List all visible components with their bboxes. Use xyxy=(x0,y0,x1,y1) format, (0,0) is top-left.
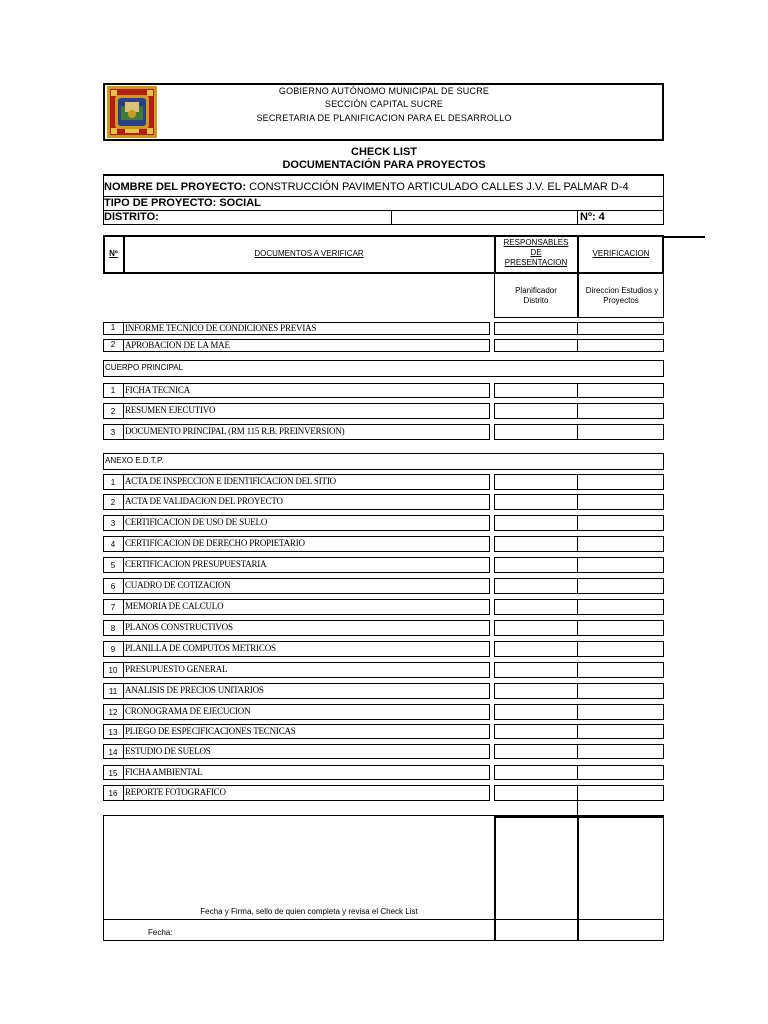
annex-row-1-ver-cell[interactable] xyxy=(577,474,664,490)
annex-row-4-num: 4 xyxy=(110,540,116,549)
annex-row-10-ver-cell[interactable] xyxy=(577,662,664,678)
annex-row-14-ver-cell[interactable] xyxy=(577,744,664,759)
main-row-2-num: 2 xyxy=(110,407,116,416)
annex-row-5-num: 5 xyxy=(110,561,116,570)
annex-row-12-label: CRONOGRAMA DE EJECUCION xyxy=(125,706,251,716)
annex-section-title: ANEXO E.D.T.P. xyxy=(105,456,164,465)
col-responsables-header-3: PRESENTACION xyxy=(504,258,568,267)
main-row-1-label: FICHA TECNICA xyxy=(125,385,190,395)
prev-row-2-label: APROBACION DE LA MAE xyxy=(125,340,230,350)
annex-row-11-resp-cell[interactable] xyxy=(494,683,578,699)
prev-row-2-resp-cell[interactable] xyxy=(494,339,578,352)
annex-row-1-label: ACTA DE INSPECCION E IDENTIFICACION DEL SITIO xyxy=(125,476,336,486)
main-row-1-resp-cell[interactable] xyxy=(494,383,578,398)
annex-row-2-label: ACTA DE VALIDACION DEL PROYECTO xyxy=(125,496,283,506)
project-number: Nº: 4 xyxy=(580,211,605,223)
main-section-header xyxy=(103,360,664,377)
col-documents-header: DOCUMENTOS A VERIFICAR xyxy=(254,249,364,258)
sub-verification-1: Direccion Estudios y xyxy=(585,286,659,295)
main-row-3-ver-cell[interactable] xyxy=(577,424,664,440)
main-row-3-num: 3 xyxy=(110,428,116,437)
project-name-label: NOMBRE DEL PROYECTO: xyxy=(104,181,246,193)
annex-row-9-label: PLANILLA DE COMPUTOS METRICOS xyxy=(125,643,276,653)
annex-row-10-resp-cell[interactable] xyxy=(494,662,578,678)
annex-row-11-num: 11 xyxy=(108,687,118,696)
project-top-rule xyxy=(103,174,664,176)
prev-row-2-ver-cell[interactable] xyxy=(577,339,664,352)
annex-row-8-num: 8 xyxy=(110,624,116,633)
annex-row-5-resp-cell[interactable] xyxy=(494,557,578,573)
sub-responsable-1: Planificador xyxy=(515,286,557,295)
sub-verification-2: Proyectos xyxy=(603,296,639,305)
annex-row-11-label: ANALISIS DE PRECIOS UNITARIOS xyxy=(125,685,264,695)
annex-row-11-ver-cell[interactable] xyxy=(577,683,664,699)
col-responsables-header-2: DE xyxy=(530,248,542,257)
project-type-row xyxy=(104,198,261,209)
annex-row-2-resp-cell[interactable] xyxy=(494,494,578,510)
annex-row-15-resp-cell[interactable] xyxy=(494,765,578,780)
header-line-1: GOBIERNO AUTÓNOMO MUNICIPAL DE SUCRE xyxy=(278,86,490,96)
annex-row-13-resp-cell[interactable] xyxy=(494,724,578,739)
annex-row-10-num: 10 xyxy=(108,666,118,675)
annex-row-14-num: 14 xyxy=(108,748,118,757)
main-row-3-label: DOCUMENTO PRINCIPAL (RM 115 R.B. PREINVERSION) xyxy=(125,426,345,436)
annex-row-6-num: 6 xyxy=(110,582,116,591)
annex-row-9-num: 9 xyxy=(110,645,116,654)
signature-box[interactable] xyxy=(103,815,664,941)
annex-row-16-resp-cell[interactable] xyxy=(494,785,578,801)
annex-row-9-resp-cell[interactable] xyxy=(494,641,578,657)
col-verification-header: VERIFICACION xyxy=(592,249,650,258)
prev-row-1-resp-cell[interactable] xyxy=(494,322,578,335)
annex-row-6-resp-cell[interactable] xyxy=(494,578,578,594)
col-num-header: Nº xyxy=(109,249,118,258)
annex-row-7-num: 7 xyxy=(110,603,116,612)
annex-row-5-label: CERTIFICACION PRESUPUESTARIA xyxy=(125,559,267,569)
checklist-title: CHECK LIST xyxy=(351,146,417,158)
annex-row-1-num: 1 xyxy=(110,478,116,487)
annex-row-13-num: 13 xyxy=(108,728,118,737)
annex-row-16-num: 16 xyxy=(108,789,118,798)
annex-row-4-label: CERTIFICACION DE DERECHO PROPIETARIO xyxy=(125,538,305,548)
annex-row-16-label: REPORTE FOTOGRAFICO xyxy=(125,787,226,797)
annex-row-5-ver-cell[interactable] xyxy=(577,557,664,573)
annex-row-15-ver-cell[interactable] xyxy=(577,765,664,780)
annex-row-12-ver-cell[interactable] xyxy=(577,704,664,720)
main-row-1-num: 1 xyxy=(110,386,116,395)
annex-row-9-ver-cell[interactable] xyxy=(577,641,664,657)
main-row-2-ver-cell[interactable] xyxy=(577,403,664,419)
annex-row-7-resp-cell[interactable] xyxy=(494,599,578,615)
col-responsables-header-1: RESPONSABLES xyxy=(503,238,569,247)
annex-row-14-resp-cell[interactable] xyxy=(494,744,578,759)
prev-row-2-num: 2 xyxy=(110,340,116,349)
project-name-value: CONSTRUCCIÓN PAVIMENTO ARTICULADO CALLES J.V. EL PALMAR D-4 xyxy=(249,181,629,193)
annex-row-6-label: CUADRO DE COTIZACION xyxy=(125,580,231,590)
header-line-2: SECCIÓN CAPITAL SUCRE xyxy=(324,99,444,109)
annex-row-1-resp-cell[interactable] xyxy=(494,474,578,490)
annex-row-14-label: ESTUDIO DE SUELOS xyxy=(125,746,211,756)
annex-row-3-label: CERTIFICACION DE USO DE SUELO xyxy=(125,517,268,527)
district-label: DISTRITO: xyxy=(104,211,159,223)
prev-row-1-label: INFORME TECNICO DE CONDICIONES PREVIAS xyxy=(125,323,317,333)
annex-row-4-ver-cell[interactable] xyxy=(577,536,664,552)
annex-row-8-resp-cell[interactable] xyxy=(494,620,578,636)
main-row-2-label: RESUMEN EJECUTIVO xyxy=(125,405,216,415)
annex-row-13-ver-cell[interactable] xyxy=(577,724,664,739)
prev-row-1-num: 1 xyxy=(110,323,116,332)
municipal-coat-of-arms-icon xyxy=(107,86,157,138)
annex-row-3-ver-cell[interactable] xyxy=(577,515,664,531)
annex-section-header xyxy=(103,453,664,470)
main-row-1-ver-cell[interactable] xyxy=(577,383,664,398)
annex-row-15-num: 15 xyxy=(108,769,118,778)
annex-row-7-ver-cell[interactable] xyxy=(577,599,664,615)
annex-row-8-ver-cell[interactable] xyxy=(577,620,664,636)
signature-label: Fecha y Firma, sello de quien completa y revisa el Check List xyxy=(200,907,418,916)
annex-row-2-ver-cell[interactable] xyxy=(577,494,664,510)
project-type-value: SOCIAL xyxy=(219,197,261,209)
project-type-label: TIPO DE PROYECTO: xyxy=(104,197,217,209)
annex-row-16-ver-cell[interactable] xyxy=(577,785,664,801)
annex-row-6-ver-cell[interactable] xyxy=(577,578,664,594)
annex-row-12-num: 12 xyxy=(108,708,118,717)
date-label: Fecha: xyxy=(148,928,173,937)
annex-row-10-label: PRESUPUESTO GENERAL xyxy=(125,664,228,674)
main-row-2-resp-cell[interactable] xyxy=(494,403,578,419)
annex-row-3-num: 3 xyxy=(110,519,116,528)
annex-row-4-resp-cell[interactable] xyxy=(494,536,578,552)
prev-row-1-ver-cell[interactable] xyxy=(577,322,664,335)
checklist-subtitle: DOCUMENTACIÓN PARA PROYECTOS xyxy=(282,159,486,171)
annex-row-3-resp-cell[interactable] xyxy=(494,515,578,531)
header-line-3: SECRETARIA DE PLANIFICACION PARA EL DESARROLLO xyxy=(256,113,512,123)
project-name-row xyxy=(104,182,629,193)
annex-row-7-label: MEMORIA DE CALCULO xyxy=(125,601,224,611)
sub-responsable-2: Distrito xyxy=(523,296,549,305)
annex-row-15-label: FICHA AMBIENTAL xyxy=(125,767,203,777)
annex-row-8-label: PLANOS CONSTRUCTIVOS xyxy=(125,622,233,632)
annex-row-2-num: 2 xyxy=(110,498,116,507)
annex-row-13-label: PLIEGO DE ESPECIFICACIONES TECNICAS xyxy=(125,726,296,736)
main-row-3-resp-cell[interactable] xyxy=(494,424,578,440)
main-section-title: CUERPO PRINCIPAL xyxy=(105,363,184,372)
annex-row-12-resp-cell[interactable] xyxy=(494,704,578,720)
